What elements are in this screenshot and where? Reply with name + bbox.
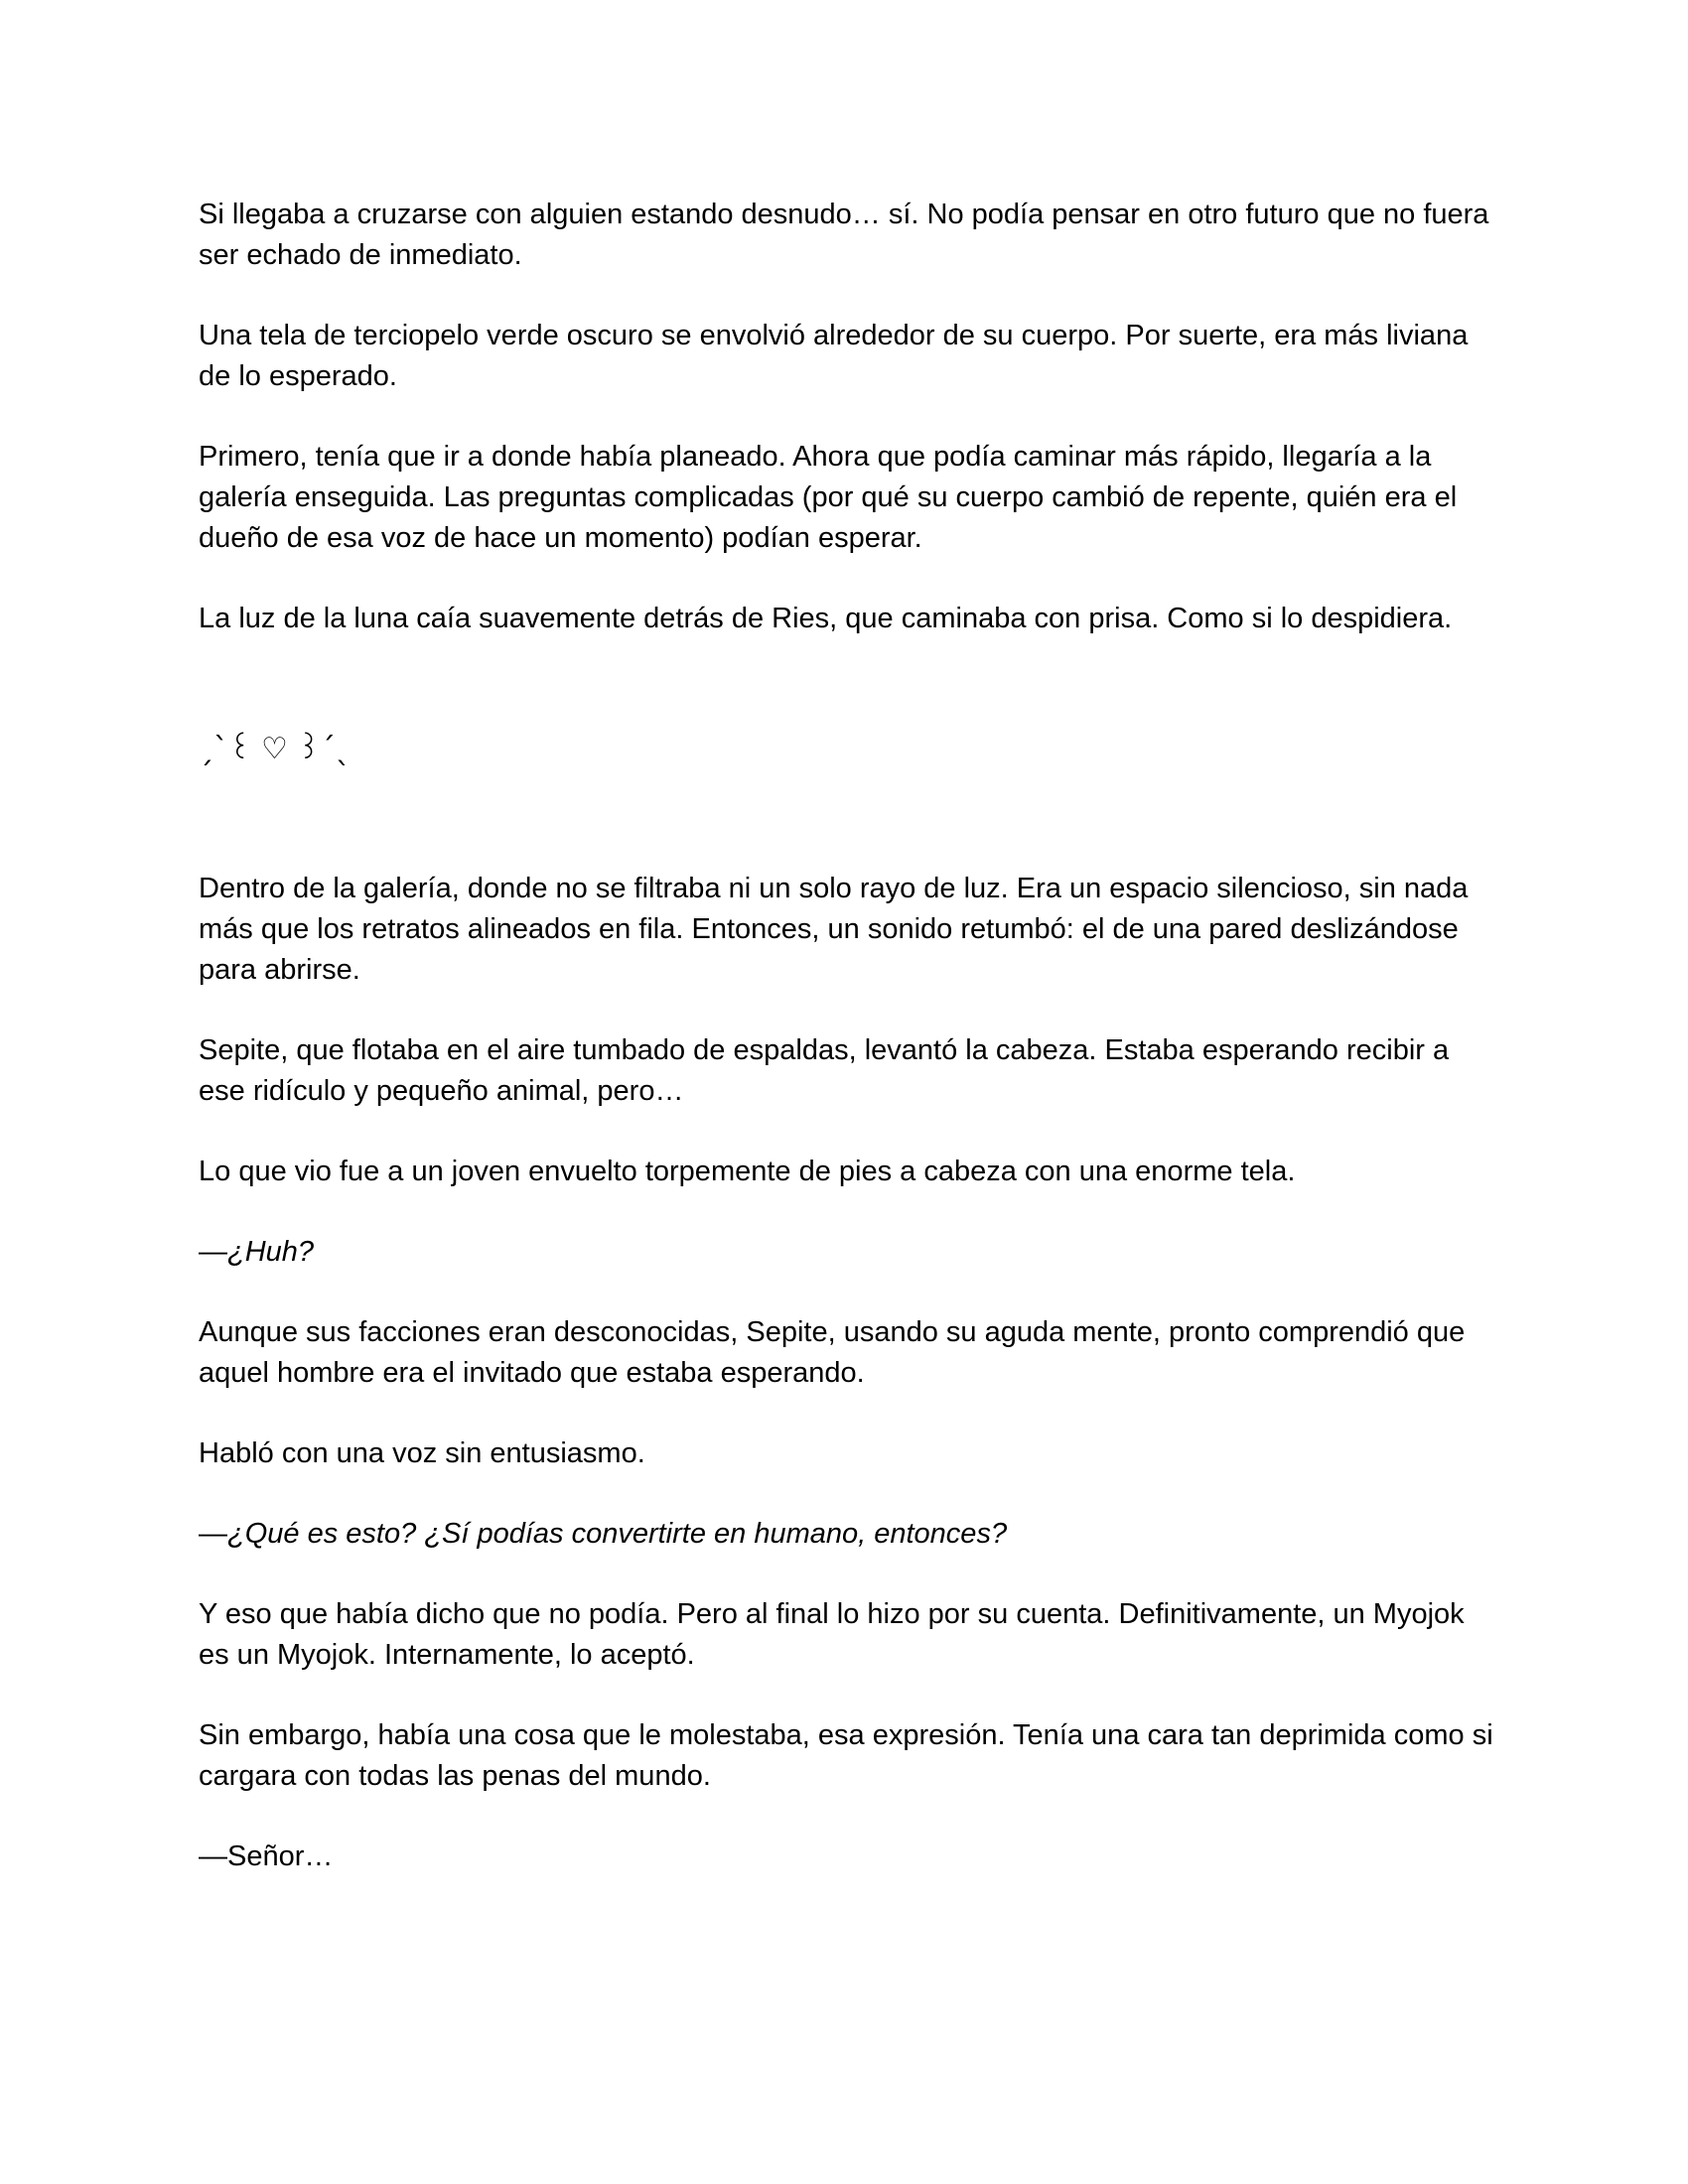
dialogue-dash: — — [199, 1518, 227, 1550]
document-page — [199, 195, 1499, 1917]
paragraph: Dentro de la galería, donde no se filtraba ni un solo rayo de luz. Era un espacio silencioso, sin nada más que los retratos alineados en fila. Entonces, un sonido retumbó: el de una pared deslizándose para abrirse. — [199, 873, 1469, 986]
paragraph: La luz de la luna caía suavemente detrás de Ries, que caminaba con prisa. Como si lo despidiera. — [199, 603, 1453, 634]
dialogue-line — [199, 1514, 1499, 1555]
dialogue-dash: — — [199, 1236, 227, 1268]
paragraph: Una tela de terciopelo verde oscuro se envolvió alrededor de su cuerpo. Por suerte, era más liviana de lo esperado. — [199, 320, 1469, 392]
dialogue-text: ¿Qué es esto? ¿Sí podías convertirte en humano, entonces? — [227, 1518, 1008, 1550]
dialogue-line — [199, 1232, 1499, 1273]
dialogue-text: ¿Huh? — [227, 1236, 315, 1268]
paragraph: Lo que vio fue a un joven envuelto torpemente de pies a cabeza con una enorme tela. — [199, 1156, 1296, 1187]
paragraph: Y eso que había dicho que no podía. Pero al final lo hizo por su cuenta. Definitivamente, un Myojok es un Myojok. Internamente, lo aceptó. — [199, 1598, 1465, 1671]
paragraph: Habló con una voz sin entusiasmo. — [199, 1437, 645, 1469]
paragraph: Aunque sus facciones eran desconocidas, Sepite, usando su aguda mente, pronto comprendió que aquel hombre era el invitado que estaba esperando. — [199, 1316, 1466, 1389]
paragraph: Sin embargo, había una cosa que le molestaba, esa expresión. Tenía una cara tan deprimida como si cargara con todas las penas del mundo. — [199, 1719, 1493, 1792]
dialogue-line: —Señor… — [199, 1841, 334, 1872]
paragraph: Sepite, que flotaba en el aire tumbado de espaldas, levantó la cabeza. Estaba esperando recibir a ese ridículo y pequeño animal, pero… — [199, 1034, 1450, 1107]
paragraph: Primero, tenía que ir a donde había planeado. Ahora que podía caminar más rápido, llegaría a la galería enseguida. Las preguntas complicadas (por qué su cuerpo cambió de repente, quién era el dueño de esa voz de hace un momento) podían esperar. — [199, 441, 1458, 554]
spacer — [199, 639, 1499, 730]
paragraph: Si llegaba a cruzarse con alguien estando desnudo… sí. No podía pensar en otro futuro que no fuera ser echado de inmediato. — [199, 199, 1489, 271]
scene-break-ornament: ˏˋ꒰ ♡ ꒱ˊˎ — [199, 732, 351, 766]
spacer — [199, 769, 1499, 869]
